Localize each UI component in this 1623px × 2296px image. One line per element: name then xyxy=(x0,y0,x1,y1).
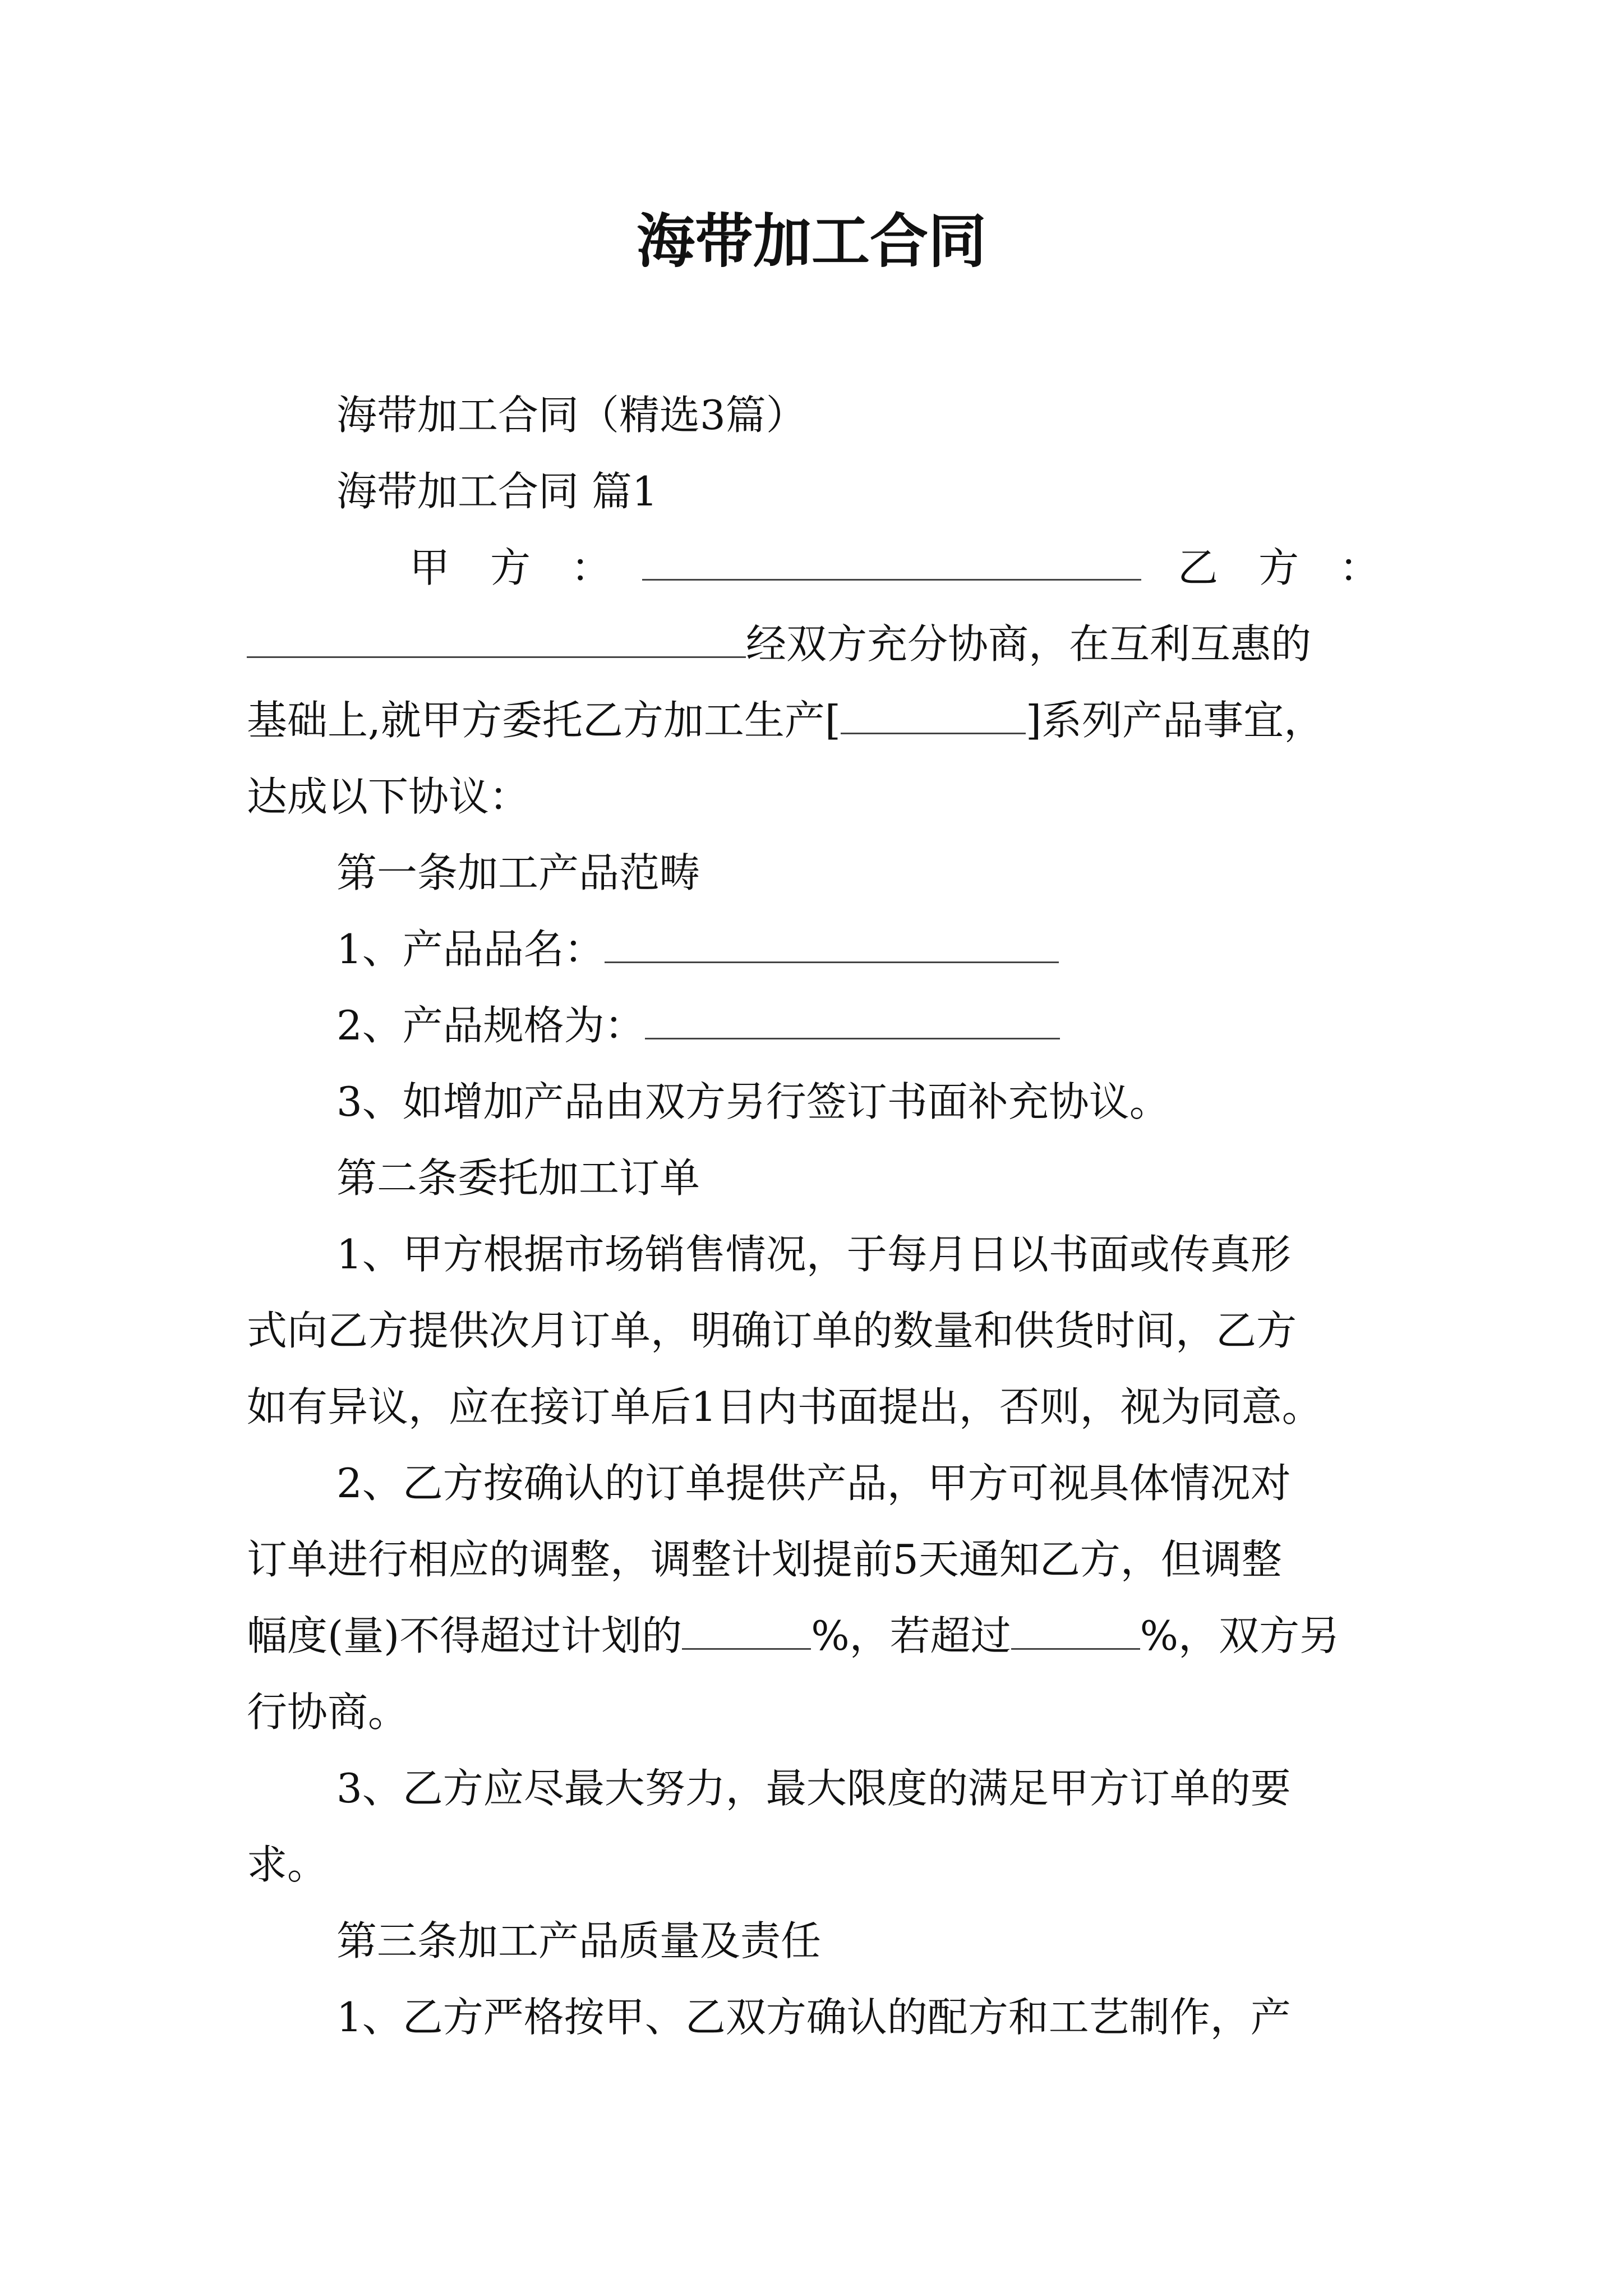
article-2-item-1-line-3: 如有异议，应在接订单后1日内书面提出，否则，视为同意。 xyxy=(247,1383,1322,1430)
adjust-percent-blank-2 xyxy=(1011,1611,1140,1650)
negotiate-text: %，双方另 xyxy=(1140,1612,1340,1659)
product-spec-blank xyxy=(645,1001,1060,1039)
intro-line-1 xyxy=(247,616,1391,672)
intro-line-2-tail: ]系列产品事宜， xyxy=(1025,697,1325,744)
intro-line-1-text: 经双方充分协商，在互利互惠的 xyxy=(746,620,1312,668)
product-series-blank xyxy=(841,696,1026,734)
article-1-title: 第一条加工产品范畴 xyxy=(336,849,700,896)
article-2-item-2-line-2: 订单进行相应的调整，调整计划提前5天通知乙方，但调整 xyxy=(247,1536,1282,1583)
article-2-item-1-line-1: 1、甲方根据市场销售情况，于每月日以书面或传真形 xyxy=(336,1231,1291,1278)
intro-line-2 xyxy=(247,692,1391,748)
product-name-blank xyxy=(605,924,1059,963)
section-heading: 海带加工合同 篇1 xyxy=(336,468,658,515)
article-2-item-2-line-4: 行协商。 xyxy=(247,1688,409,1736)
party-a-label: 甲 方 ： xyxy=(409,544,612,591)
article-2-item-2-line-3 xyxy=(247,1608,1391,1664)
party-a-blank xyxy=(642,542,1141,581)
adjust-limit-text: 幅度(量)不得超过计划的 xyxy=(247,1612,683,1659)
party-b-label: 乙 方 ： xyxy=(1178,544,1380,591)
article-3-title: 第三条加工产品质量及责任 xyxy=(336,1917,822,1964)
article-2-item-2-line-1: 2、乙方按确认的订单提供产品，甲方可视具体情况对 xyxy=(336,1460,1291,1507)
party-b-blank xyxy=(247,619,746,658)
article-1-item-2 xyxy=(336,997,1481,1053)
article-1-item-1 xyxy=(336,921,1481,977)
intro-line-3: 达成以下协议： xyxy=(247,773,530,820)
product-name-label: 1、产品品名： xyxy=(336,926,605,973)
adjust-percent-blank-1 xyxy=(682,1611,811,1650)
document-subtitle: 海带加工合同（精选3篇） xyxy=(336,392,806,439)
intro-line-2-head: 基础上,就甲方委托乙方加工生产[ xyxy=(247,697,841,744)
product-spec-label: 2、产品规格为： xyxy=(336,1002,645,1049)
article-2-item-3-line-2: 求。 xyxy=(247,1841,328,1888)
article-2-item-1-line-2: 式向乙方提供次月订单，明确订单的数量和供货时间，乙方 xyxy=(247,1307,1297,1354)
article-1-item-3: 3、如增加产品由双方另行签订书面补充协议。 xyxy=(336,1078,1170,1125)
document-title: 海带加工合同 xyxy=(636,207,986,275)
exceed-text: %，若超过 xyxy=(811,1612,1011,1659)
article-2-title: 第二条委托加工订单 xyxy=(336,1154,700,1202)
article-2-item-3-line-1: 3、乙方应尽最大努力，最大限度的满足甲方订单的要 xyxy=(336,1765,1291,1812)
article-3-item-1-line-1: 1、乙方严格按甲、乙双方确认的配方和工艺制作，产 xyxy=(336,1994,1291,2041)
